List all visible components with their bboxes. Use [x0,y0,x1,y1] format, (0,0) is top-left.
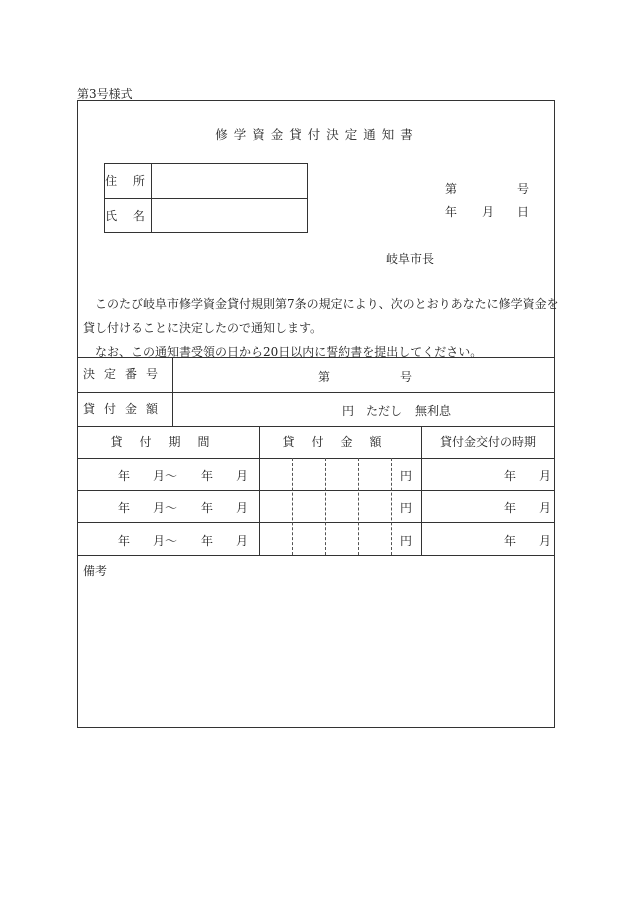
loan-amount-proviso: ただし [366,404,403,418]
row2-month-to: 月 [236,501,249,515]
address-row [105,164,307,199]
date-month: 月 [482,205,495,219]
loan-amount-interest: 無利息 [415,404,452,418]
row2-yen: 円 [400,501,413,515]
header-delivery-period: 貸付金交付の時期 [439,435,536,449]
row1-delivery-year: 年 [504,469,517,483]
body-line-1: このたび岐阜市修学資金貸付規則第7条の規定により、次のとおりあなたに修学資金を [95,297,559,311]
row1-yen: 円 [400,469,413,483]
row3-month-from: 月〜 [153,534,178,548]
loan-amount-label: 貸付金額 [82,402,167,416]
row2-delivery-month: 月 [539,501,552,515]
divider [78,522,554,523]
row3-yen: 円 [400,534,413,548]
form-number: 第3号様式 [77,87,133,101]
row3-delivery-year: 年 [504,534,517,548]
row3-year-to: 年 [201,534,214,548]
row3-delivery-month: 月 [539,534,552,548]
date-year: 年 [445,205,458,219]
decision-number-dai: 第 [318,370,331,384]
row3-year-from: 年 [118,534,131,548]
row3-month-to: 月 [236,534,249,548]
address-label: 住 所 [105,164,152,198]
row1-month-to: 月 [236,469,249,483]
remarks-field[interactable] [83,579,543,719]
doc-number-go: 号 [517,182,530,196]
recipient-table [104,163,308,233]
decision-number-label: 決定番号 [82,367,167,381]
row1-year-from: 年 [118,469,131,483]
row1-month-from: 月〜 [153,469,178,483]
document-title: 修学資金貸付決定通知書 [215,127,419,142]
notice-form [77,100,559,728]
header-loan-period: 貸付期間 [110,435,227,449]
issuer: 岐阜市長 [386,252,435,266]
row2-year-to: 年 [201,501,214,515]
column-divider [172,357,173,426]
name-label: 氏 名 [105,199,152,233]
doc-number-dai: 第 [445,182,458,196]
body-line-2: 貸し付けることに決定したので通知します。 [83,321,323,335]
decision-number-go: 号 [400,370,413,384]
date-day: 日 [517,205,530,219]
digit-divider [358,458,359,555]
name-row [105,199,307,233]
row2-year-from: 年 [118,501,131,515]
divider [78,458,554,459]
header-loan-amount: 貸付金額 [282,435,399,449]
body-line-3: なお、この通知書受領の日から20日以内に誓約書を提出してください。 [95,345,483,359]
remarks-label: 備考 [83,564,108,578]
digit-divider [325,458,326,555]
divider [78,490,554,491]
divider [78,555,554,556]
digit-divider [391,458,392,555]
loan-amount-yen: 円 [342,404,355,418]
row2-month-from: 月〜 [153,501,178,515]
row1-delivery-month: 月 [539,469,552,483]
row1-year-to: 年 [201,469,214,483]
name-field[interactable] [152,199,307,233]
address-field[interactable] [152,164,307,198]
digit-divider [292,458,293,555]
row2-delivery-year: 年 [504,501,517,515]
